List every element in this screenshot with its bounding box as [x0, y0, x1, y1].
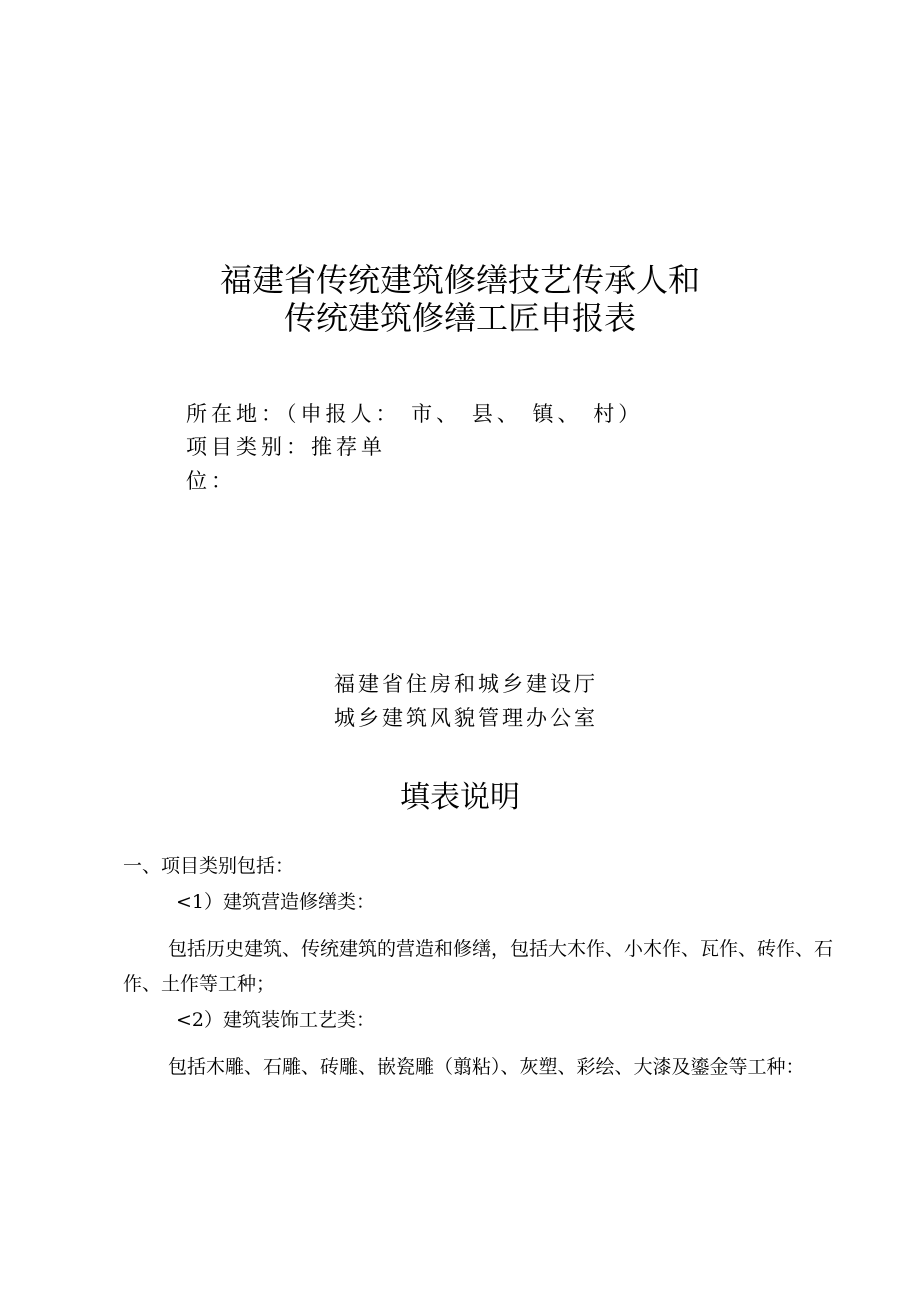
instructions-heading: 填表说明 — [400, 780, 520, 815]
instruction-item-1: 一、项目类别包括： — [123, 855, 295, 877]
form-title-line-1: 福建省传统建筑修缮技艺传承人和 — [219, 261, 700, 299]
recommending-unit-field: 位： — [186, 469, 236, 493]
subcategory-1-text: 包括历史建筑、传统建筑的营造和修缮，包括大木作、小木作、瓦作、砖作、石 — [168, 938, 834, 960]
category-field: 项目类别：推荐单 — [186, 435, 386, 459]
issuer-line-2: 城乡建筑风貌管理办公室 — [334, 706, 598, 730]
form-title-line-2: 传统建筑修缮工匠申报表 — [283, 299, 636, 337]
subcategory-1-text-continued: 作、土作等工种； — [123, 973, 276, 995]
subcategory-2-label: <2）建筑装饰工艺类： — [176, 1009, 376, 1031]
issuer-line-1: 福建省住房和城乡建设厅 — [334, 672, 598, 696]
location-field: 所在地：（申报人： 市、 县、 镇、 村） — [186, 402, 644, 426]
subcategory-2-text: 包括木雕、石雕、砖雕、嵌瓷雕（翦粘）、灰塑、彩绘、大漆及鎏金等工种： — [168, 1056, 805, 1078]
subcategory-1-label: <1）建筑营造修缮类： — [176, 891, 376, 913]
